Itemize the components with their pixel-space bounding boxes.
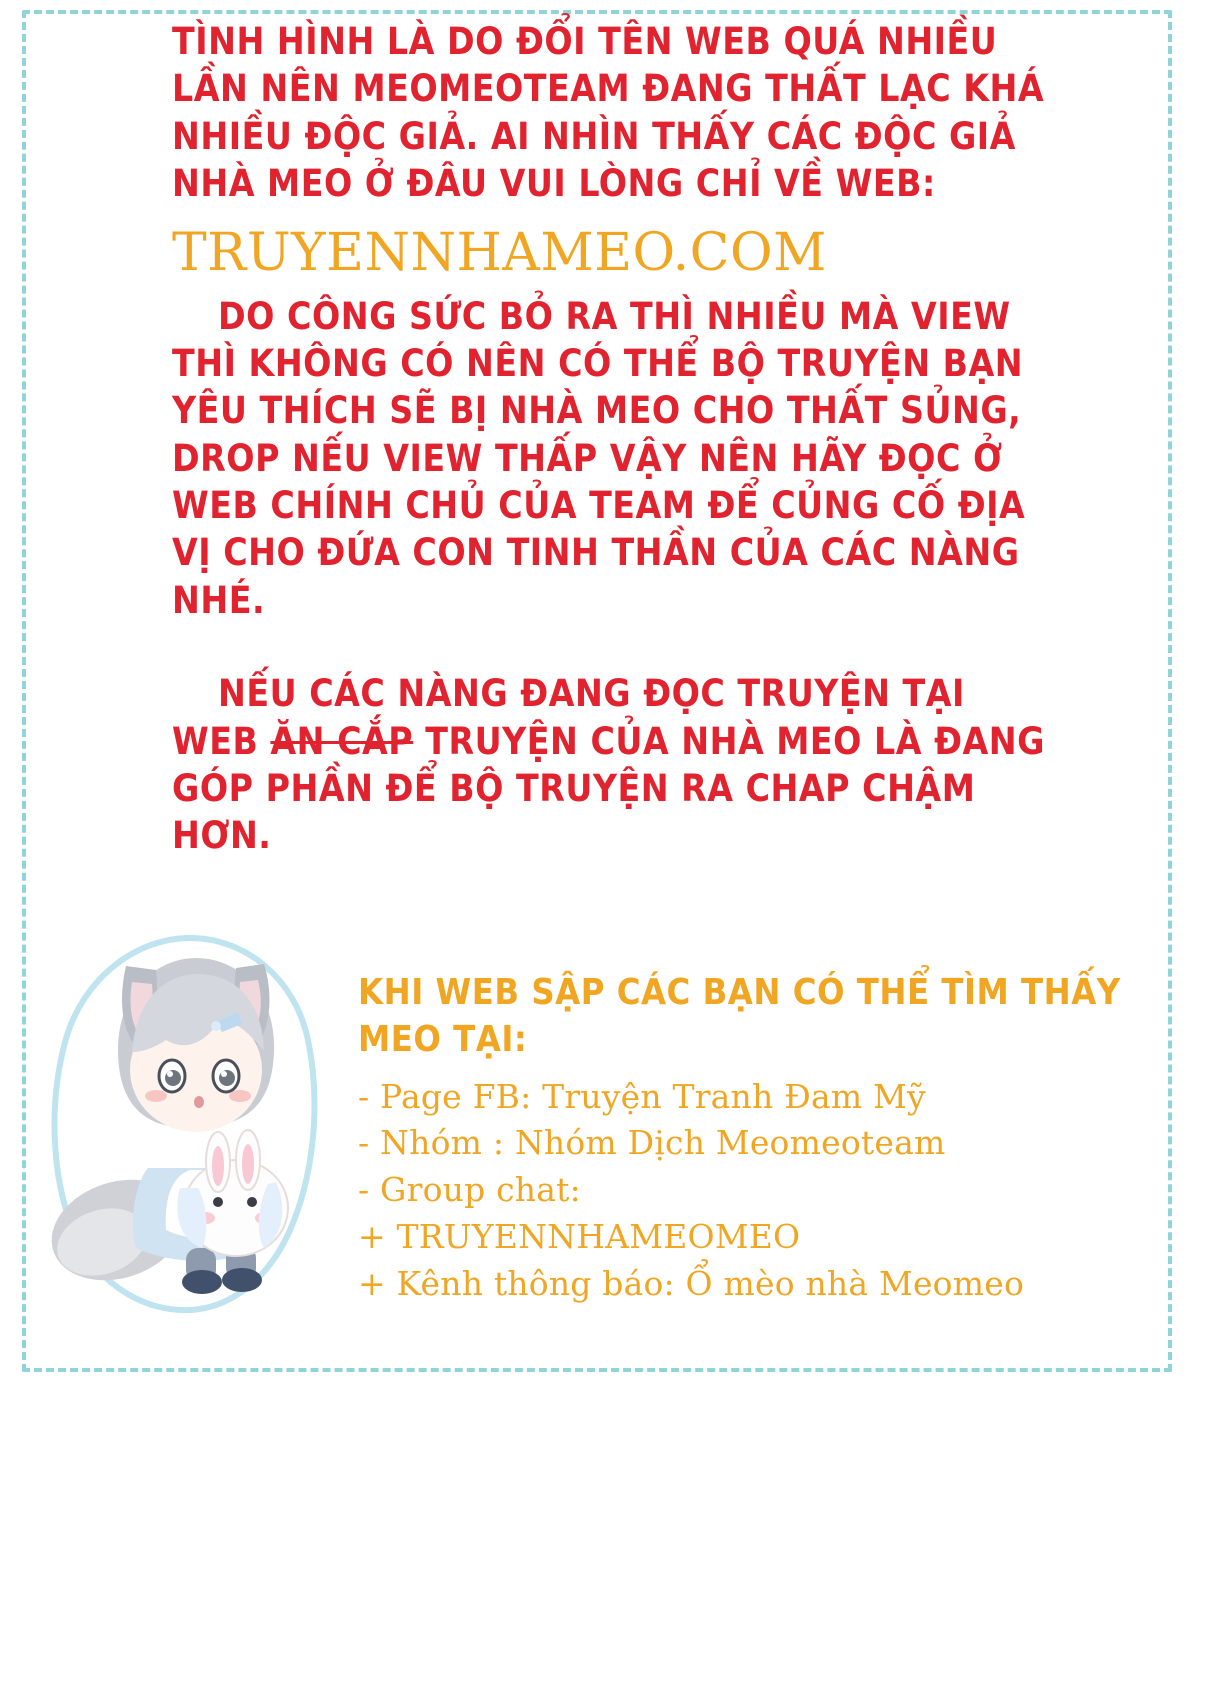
notice-paragraph-3-strikethrough: ĂN CẮP	[270, 719, 414, 763]
contact-headline: KHI WEB SẬP CÁC BẠN CÓ THỂ TÌM THẤY MEO TẠI:	[358, 972, 1121, 1060]
contact-item-channel: + Kênh thông báo: Ổ mèo nhà Meomeo	[358, 1264, 1025, 1304]
notice-paragraph-2: DO CÔNG SỨC BỎ RA THÌ NHIỀU MÀ VIEW THÌ KHÔNG CÓ NÊN CÓ THỂ BỘ TRUYỆN BẠN YÊU THÍCH SẼ BỊ NHÀ MEO CHO THẤT SỦNG, DROP NẾU VIEW THẤP VẬY NÊN HÃY ĐỌC Ở WEB CHÍNH CHỦ CỦA TEAM ĐỂ CỦNG CỐ ĐỊA VỊ CHO ĐỨA CON TINH THẦN CỦA CÁC NÀNG NHÉ.	[172, 294, 1026, 622]
contact-item-page-fb: - Page FB: Truyện Tranh Đam Mỹ	[358, 1076, 926, 1116]
site-url: TRUYENNHAMEO.COM	[172, 223, 827, 284]
paragraph-spacer	[172, 624, 1052, 670]
footer-section	[40, 930, 1160, 1330]
notice-paragraph-3-part1: NẾU CÁC NÀNG ĐANG ĐỌC TRUYỆN TẠI WEB	[172, 672, 965, 763]
contact-item-group-chat-name: + TRUYENNHAMEOMEO	[358, 1217, 801, 1257]
notice-block	[172, 18, 1052, 860]
contact-item-group: - Nhóm : Nhóm Dịch Meomeoteam	[358, 1123, 946, 1163]
mascot-illustration	[40, 930, 340, 1330]
notice-paragraph-1: TÌNH HÌNH LÀ DO ĐỔI TÊN WEB QUÁ NHIỀU LẦN NÊN MEOMEOTEAM ĐANG THẤT LẠC KHÁ NHIỀU ĐỘC GIẢ. AI NHÌN THẤY CÁC ĐỘC GIẢ NHÀ MEO Ở ĐÂU VUI LÒNG CHỈ VỀ WEB:	[172, 20, 1045, 206]
notice-paragraph-3	[172, 670, 1052, 859]
notice-paragraph-3-part2: TRUYỆN CỦA NHÀ MEO LÀ ĐANG GÓP PHẦN ĐỂ BỘ TRUYỆN RA CHAP CHẬM HƠN.	[172, 719, 1045, 858]
contact-item-group-chat: - Group chat:	[358, 1170, 581, 1210]
chibi-wolf-boy-icon	[40, 930, 340, 1330]
contact-info	[358, 930, 1148, 1308]
